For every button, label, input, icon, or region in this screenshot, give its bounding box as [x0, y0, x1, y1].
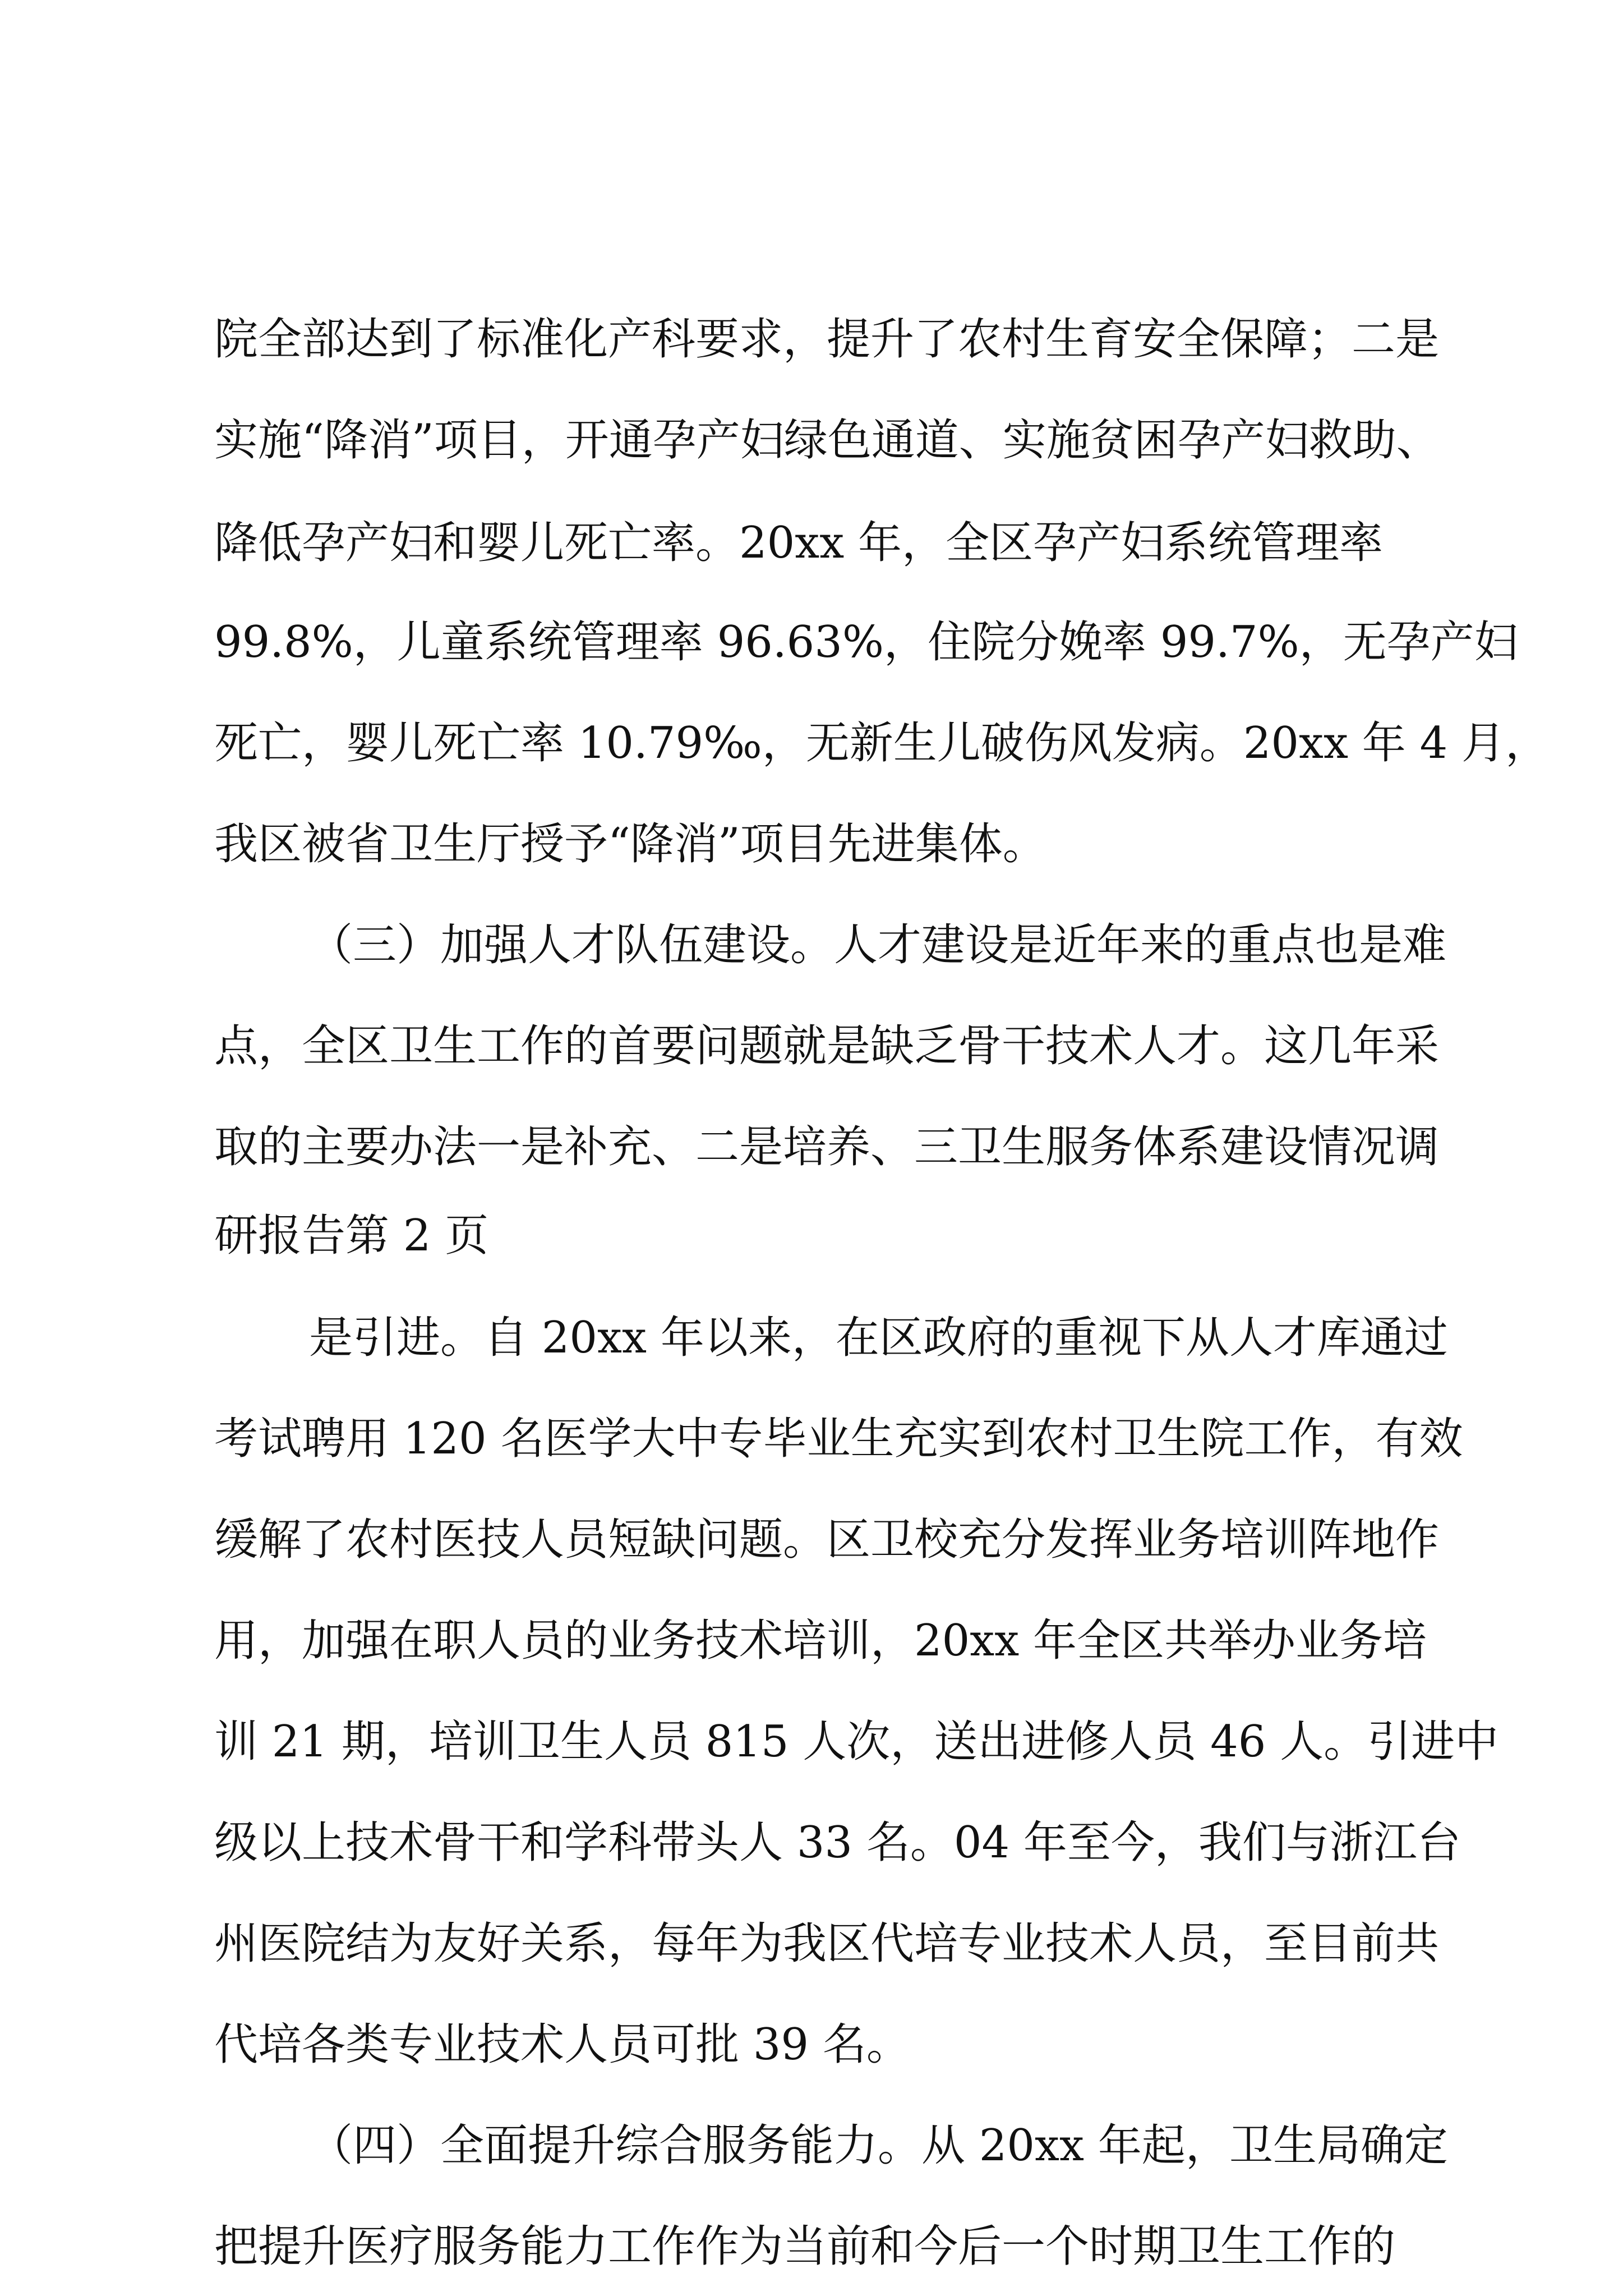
text-line: 我区被省卫生厅授予“降消”项目先进集体。	[214, 819, 1046, 869]
text-line: 取的主要办法一是补充、二是培养、三卫生服务体系建设情况调	[214, 1122, 1440, 1172]
text-line: 院全部达到了标准化产科要求，提升了农村生育安全保障；二是	[214, 314, 1440, 365]
text-line: 训 21 期，培训卫生人员 815 人次，送出进修人员 46 人。引进中	[214, 1717, 1499, 1767]
text-line: 研报告第 2 页	[214, 1211, 489, 1261]
text-line: 点，全区卫生工作的首要问题就是缺乏骨干技术人才。这几年采	[214, 1021, 1440, 1071]
text-line: 考试聘用 120 名医学大中专毕业生充实到农村卫生院工作，有效	[214, 1414, 1463, 1464]
text-line: 降低孕产妇和婴儿死亡率。20xx 年，全区孕产妇系统管理率	[214, 518, 1384, 568]
text-line: 缓解了农村医技人员短缺问题。区卫校充分发挥业务培训阵地作	[214, 1515, 1440, 1565]
text-line: 是引进。自 20xx 年以来，在区政府的重视下从人才库通过	[309, 1313, 1448, 1363]
text-line: 把提升医疗服务能力工作作为当前和今后一个时期卫生工作的	[214, 2221, 1396, 2272]
text-line: 实施“降消”项目，开通孕产妇绿色通道、实施贫困孕产妇救助、	[214, 415, 1440, 466]
text-line: 用，加强在职人员的业务技术培训，20xx 年全区共举办业务培	[214, 1616, 1427, 1666]
text-line: 州医院结为友好关系，每年为我区代培专业技术人员，至目前共	[214, 1918, 1440, 1969]
text-line: 代培各类专业技术人员可批 39 名。	[214, 2019, 910, 2070]
text-line: 死亡，婴儿死亡率 10.79‰，无新生儿破伤风发病。20xx 年 4 月，	[214, 718, 1549, 769]
section-heading-line: （四）全面提升综合服务能力。从 20xx 年起，卫生局确定	[309, 2120, 1448, 2171]
text-line: 99.8%，儿童系统管理率 96.63%，住院分娩率 99.7%，无孕产妇	[214, 617, 1518, 668]
section-heading-line: （三）加强人才队伍建设。人才建设是近年来的重点也是难	[309, 920, 1447, 970]
text-line: 级以上技术骨干和学科带头人 33 名。04 年至今，我们与浙江台	[214, 1818, 1461, 1868]
